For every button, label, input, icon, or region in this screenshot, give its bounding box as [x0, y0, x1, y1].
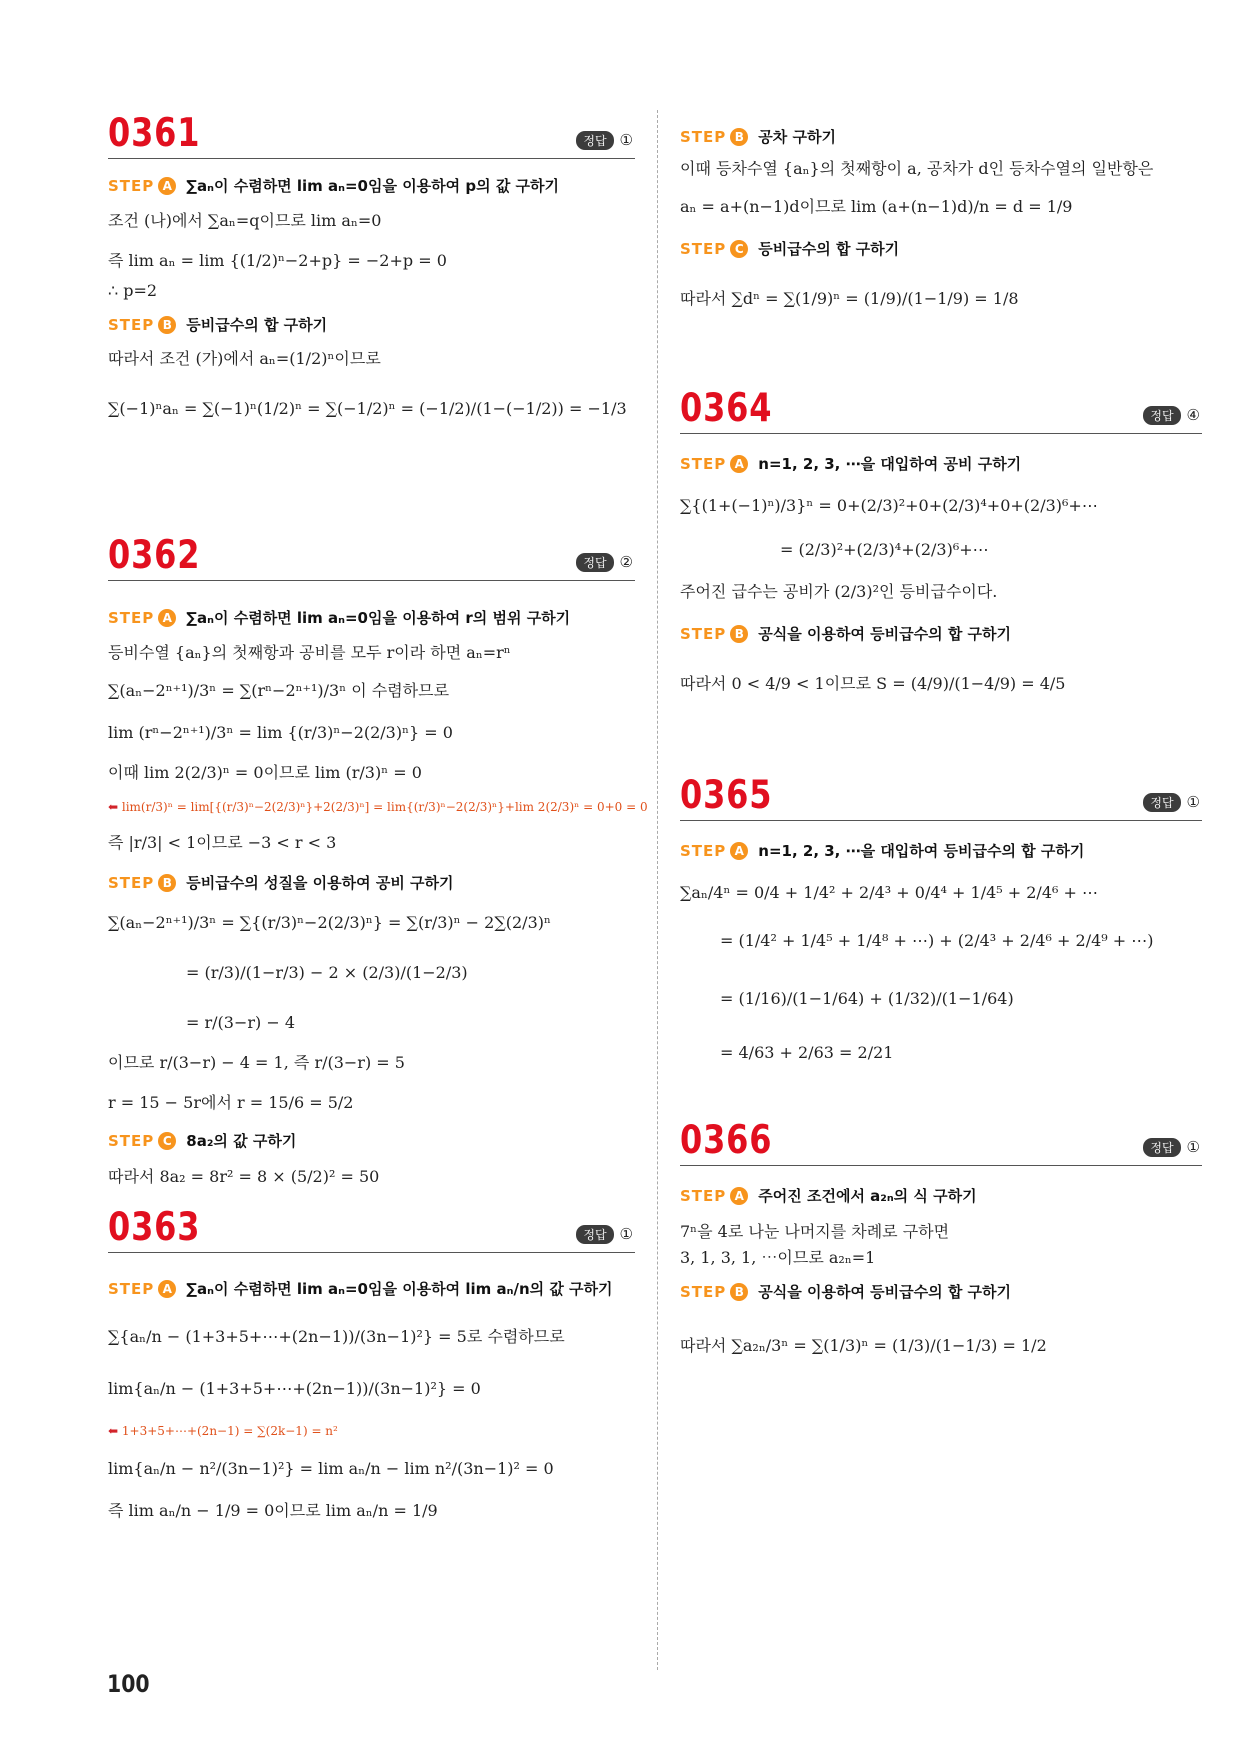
step-b-heading: [680, 623, 1011, 644]
step-label: STEP: [108, 609, 155, 627]
problem-header: [108, 108, 635, 159]
solution-line: ∑(aₙ−2ⁿ⁺¹)/3ⁿ = ∑(rⁿ−2ⁿ⁺¹)/3ⁿ 이 수렴하므로: [108, 681, 450, 700]
solution-line: 따라서 ∑dⁿ = ∑(1/9)ⁿ = (1/9)/(1−1/9) = 1/8: [680, 289, 1019, 308]
step-a-heading: [680, 1185, 977, 1206]
orange-note: [108, 796, 648, 818]
step-label: STEP: [680, 240, 727, 258]
problem-0363: [108, 1202, 635, 1520]
step-label: STEP: [680, 128, 727, 146]
column-divider: [657, 110, 658, 1670]
step-title: 8a₂의 값 구하기: [186, 1132, 297, 1150]
step-title: 공식을 이용하여 등비급수의 합 구하기: [758, 625, 1012, 643]
answer-value: ②: [619, 553, 633, 571]
step-title: ∑aₙ이 수렴하면 lim aₙ=0임을 이용하여 p의 값 구하기: [186, 177, 560, 195]
solution-line: r = 15 − 5r에서 r = 15/6 = 5/2: [108, 1093, 354, 1112]
solution-line: lim{aₙ/n − (1+3+5+⋯+(2n−1))/(3n−1)²} = 0: [108, 1379, 481, 1398]
step-a-heading: [680, 453, 1021, 474]
step-label: STEP: [108, 316, 155, 334]
step-a-heading: [108, 175, 559, 196]
answer-box: [576, 553, 633, 572]
step-label: STEP: [680, 842, 727, 860]
step-letter-badge: B: [730, 1283, 748, 1301]
answer-box: [1143, 1138, 1200, 1157]
step-label: STEP: [108, 177, 155, 195]
problem-number: 0361: [108, 111, 201, 156]
answer-badge: 정답: [576, 1225, 613, 1244]
step-a-heading: [108, 607, 570, 628]
answer-badge: 정답: [1143, 406, 1180, 425]
answer-value: ①: [619, 1225, 633, 1243]
solution-line: ∑{(1+(−1)ⁿ)/3}ⁿ = 0+(2/3)²+0+(2/3)⁴+0+(2/3)⁶+⋯: [680, 496, 1098, 515]
problem-number: 0362: [108, 533, 201, 578]
problem-number: 0365: [680, 773, 773, 818]
answer-value: ①: [1186, 1138, 1200, 1156]
step-letter-badge: A: [158, 1280, 176, 1298]
step-letter-badge: B: [730, 625, 748, 643]
answer-badge: 정답: [576, 553, 613, 572]
step-label: STEP: [680, 455, 727, 473]
solution-line: 이때 lim 2(2/3)ⁿ = 0이므로 lim (r/3)ⁿ = 0: [108, 763, 422, 782]
solution-line: 7ⁿ을 4로 나눈 나머지를 차례로 구하면: [680, 1222, 950, 1241]
solution-line: 등비수열 {aₙ}의 첫째항과 공비를 모두 r이라 하면 aₙ=rⁿ: [108, 643, 511, 662]
step-letter-badge: B: [158, 874, 176, 892]
answer-badge: 정답: [1143, 1138, 1180, 1157]
solution-line: = 4/63 + 2/63 = 2/21: [720, 1043, 894, 1062]
solution-line: = (2/3)²+(2/3)⁴+(2/3)⁶+⋯: [780, 540, 989, 559]
solution-line: 3, 1, 3, 1, ⋯이므로 a₂ₙ=1: [680, 1248, 876, 1267]
arrow-left-icon: ⬅: [108, 800, 122, 814]
step-label: STEP: [108, 1132, 155, 1150]
solution-line: 조건 (나)에서 ∑aₙ=q이므로 lim aₙ=0: [108, 211, 382, 230]
step-b-heading: [680, 126, 836, 147]
problem-header: [108, 530, 635, 581]
solution-line: aₙ = a+(n−1)d이므로 lim (a+(n−1)d)/n = d = 1/9: [680, 197, 1073, 216]
step-letter-badge: A: [730, 455, 748, 473]
solution-line: 따라서 조건 (가)에서 aₙ=(1/2)ⁿ이므로: [108, 349, 381, 368]
step-title: 등비급수의 성질을 이용하여 공비 구하기: [186, 874, 454, 892]
solution-line: = (1/4² + 1/4⁵ + 1/4⁸ + ⋯) + (2/4³ + 2/4⁶ + 2/4⁹ + ⋯): [720, 931, 1154, 950]
step-b-heading: [108, 872, 454, 893]
solution-line: 따라서 8a₂ = 8r² = 8 × (5/2)² = 50: [108, 1167, 380, 1186]
problem-number: 0364: [680, 386, 773, 431]
step-a-heading: [680, 840, 1084, 861]
solution-line: ∑(aₙ−2ⁿ⁺¹)/3ⁿ = ∑{(r/3)ⁿ−2(2/3)ⁿ} = ∑(r/3)ⁿ − 2∑(2/3)ⁿ: [108, 913, 551, 932]
step-title: ∑aₙ이 수렴하면 lim aₙ=0임을 이용하여 lim aₙ/n의 값 구하기: [186, 1280, 613, 1298]
solution-line: ∑(−1)ⁿaₙ = ∑(−1)ⁿ(1/2)ⁿ = ∑(−1/2)ⁿ = (−1/2)/(1−(−1/2)) = −1/3: [108, 399, 627, 418]
answer-value: ①: [1186, 793, 1200, 811]
answer-box: [576, 1225, 633, 1244]
problem-header: [680, 1115, 1202, 1166]
step-title: 등비급수의 합 구하기: [186, 316, 328, 334]
answer-box: [576, 131, 633, 150]
solution-line: = (r/3)/(1−r/3) − 2 × (2/3)/(1−2/3): [186, 963, 468, 982]
problem-header: [680, 383, 1202, 434]
step-c-heading: [108, 1130, 296, 1151]
solution-line: ∴ p=2: [108, 281, 158, 300]
step-letter-badge: A: [158, 609, 176, 627]
step-title: 주어진 조건에서 a₂ₙ의 식 구하기: [758, 1187, 977, 1205]
problem-number: 0366: [680, 1118, 773, 1163]
orange-note: [108, 1420, 338, 1442]
solution-line: 즉 |r/3| < 1이므로 −3 < r < 3: [108, 833, 337, 852]
answer-value: ④: [1186, 406, 1200, 424]
problem-header: [108, 1202, 635, 1253]
arrow-left-icon: ⬅: [108, 1424, 122, 1438]
step-title: n=1, 2, 3, ⋯을 대입하여 등비급수의 합 구하기: [758, 842, 1085, 860]
step-title: 등비급수의 합 구하기: [758, 240, 900, 258]
step-letter-badge: C: [730, 240, 748, 258]
note-text: 1+3+5+⋯+(2n−1) = ∑(2k−1) = n²: [121, 1424, 338, 1438]
step-title: 공식을 이용하여 등비급수의 합 구하기: [758, 1283, 1012, 1301]
solution-line: 따라서 0 < 4/9 < 1이므로 S = (4/9)/(1−4/9) = 4/5: [680, 674, 1066, 693]
step-label: STEP: [680, 1283, 727, 1301]
solution-line: 따라서 ∑a₂ₙ/3ⁿ = ∑(1/3)ⁿ = (1/3)/(1−1/3) = 1/2: [680, 1336, 1047, 1355]
step-c-heading: [680, 238, 899, 259]
solution-line: 즉 lim aₙ = lim {(1/2)ⁿ−2+p} = −2+p = 0: [108, 251, 447, 270]
solution-line: ∑aₙ/4ⁿ = 0/4 + 1/4² + 2/4³ + 0/4⁴ + 1/4⁵ + 2/4⁶ + ⋯: [680, 883, 1098, 902]
step-letter-badge: A: [158, 177, 176, 195]
solution-line: 주어진 급수는 공비가 (2/3)²인 등비급수이다.: [680, 582, 998, 601]
solution-line: lim (rⁿ−2ⁿ⁺¹)/3ⁿ = lim {(r/3)ⁿ−2(2/3)ⁿ} = 0: [108, 723, 453, 742]
step-letter-badge: B: [730, 128, 748, 146]
step-title: n=1, 2, 3, ⋯을 대입하여 공비 구하기: [758, 455, 1022, 473]
step-label: STEP: [680, 1187, 727, 1205]
solution-line: lim{aₙ/n − n²/(3n−1)²} = lim aₙ/n − lim n²/(3n−1)² = 0: [108, 1459, 554, 1478]
step-a-heading: [108, 1278, 613, 1299]
problem-0364: [680, 383, 1202, 693]
problem-0365: [680, 770, 1202, 1062]
answer-box: [1143, 793, 1200, 812]
step-letter-badge: A: [730, 1187, 748, 1205]
solution-line: ∑{aₙ/n − (1+3+5+⋯+(2n−1))/(3n−1)²} = 5로 수렴하므로: [108, 1327, 565, 1346]
step-b-heading: [108, 314, 327, 335]
problem-header: [680, 770, 1202, 821]
problem-number: 0363: [108, 1205, 201, 1250]
problem-0361: [108, 108, 635, 418]
step-title: ∑aₙ이 수렴하면 lim aₙ=0임을 이용하여 r의 범위 구하기: [186, 609, 571, 627]
step-letter-badge: C: [158, 1132, 176, 1150]
problem-0362: [108, 530, 648, 1186]
step-label: STEP: [680, 625, 727, 643]
step-label: STEP: [108, 1280, 155, 1298]
step-b-heading: [680, 1281, 1011, 1302]
answer-badge: 정답: [576, 131, 613, 150]
note-text: lim(r/3)ⁿ = lim[{(r/3)ⁿ−2(2/3)ⁿ}+2(2/3)ⁿ] = lim{(r/3)ⁿ−2(2/3)ⁿ}+lim 2(2/3)ⁿ = 0+0 = 0: [121, 800, 648, 814]
answer-value: ①: [619, 131, 633, 149]
step-title: 공차 구하기: [758, 128, 836, 146]
step-label: STEP: [108, 874, 155, 892]
page-number: 100: [107, 1670, 150, 1698]
solution-line: 이므로 r/(3−r) − 4 = 1, 즉 r/(3−r) = 5: [108, 1053, 405, 1072]
step-letter-badge: B: [158, 316, 176, 334]
solution-line: = r/(3−r) − 4: [186, 1013, 296, 1032]
answer-box: [1143, 406, 1200, 425]
problem-0366: [680, 1115, 1202, 1355]
solution-line: = (1/16)/(1−1/64) + (1/32)/(1−1/64): [720, 989, 1014, 1008]
answer-badge: 정답: [1143, 793, 1180, 812]
step-letter-badge: A: [730, 842, 748, 860]
solution-line: 즉 lim aₙ/n − 1/9 = 0이므로 lim aₙ/n = 1/9: [108, 1501, 438, 1520]
solution-line: 이때 등차수열 {aₙ}의 첫째항이 a, 공차가 d인 등차수열의 일반항은: [680, 159, 1154, 178]
